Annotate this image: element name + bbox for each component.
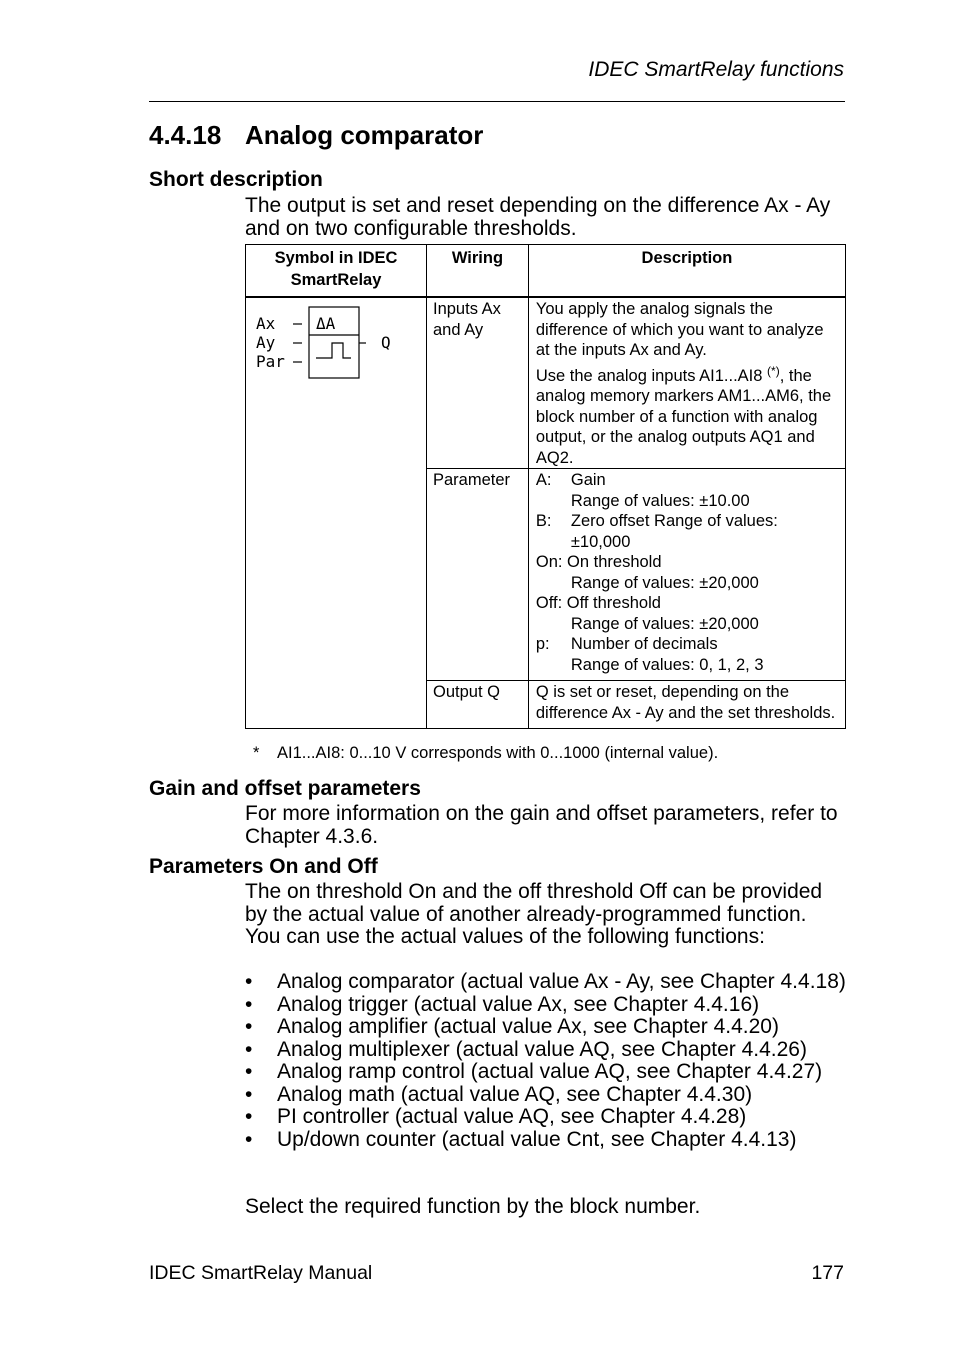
wiring-output: Output Q <box>427 681 529 729</box>
function-table <box>245 244 846 729</box>
description-parameter: A: Gain Range of values: ±10.00 B: Zero offset Range of values: ±10,000 On: On threshold Range of values: ±20,000 Off: Off threshold Range of values: ±20,000 p: Number of decimals Range of values: 0, 1, 2, 3 <box>528 469 845 681</box>
footnote-ref: (*) <box>767 363 780 378</box>
output-q-label: Q <box>381 333 391 352</box>
list-item: • Analog ramp control (actual value AQ, see Chapter 4.4.27) <box>245 1060 823 1083</box>
table-row-inputs <box>246 297 846 469</box>
section-number: 4.4.18 <box>149 120 222 150</box>
input-ax-label: Ax <box>256 314 276 333</box>
section-title: Analog comparator <box>245 120 484 150</box>
short-description-heading: Short description <box>149 168 323 191</box>
list-item: • Analog math (actual value AQ, see Chapter 4.4.30) <box>245 1082 753 1106</box>
footer-manual-title: IDEC SmartRelay Manual <box>149 1262 373 1284</box>
short-description-text: The output is set and reset depending on the difference Ax - Ay and on two configurable thresholds. <box>245 194 831 240</box>
input-ay-label: Ay <box>256 333 276 352</box>
block-diagram-icon <box>246 298 426 383</box>
header-symbol: Symbol in IDEC SmartRelay <box>246 245 427 298</box>
on-off-intro: The on threshold On and the off threshold Off can be provided by the actual value of another already-programmed function. You can use the actual values of the following functions: <box>245 880 823 948</box>
comparator-block-symbol <box>246 298 426 378</box>
wiring-inputs: Inputs Ax and Ay <box>427 297 529 469</box>
list-item: • Analog multiplexer (actual value AQ, see Chapter 4.4.26) <box>245 1037 807 1061</box>
on-off-heading: Parameters On and Off <box>149 855 378 878</box>
gain-offset-heading: Gain and offset parameters <box>149 777 421 800</box>
page-number: 177 <box>811 1262 844 1284</box>
header-description: Description <box>528 245 845 298</box>
running-header: IDEC SmartRelay functions <box>588 58 844 81</box>
table-header-row <box>246 245 846 298</box>
list-item: • Up/down counter (actual value Cnt, see Chapter 4.4.13) <box>245 1127 797 1151</box>
closing-text: Select the required function by the block number. <box>245 1195 701 1218</box>
function-list <box>245 971 855 1151</box>
symbol-cell <box>246 297 427 729</box>
description-inputs: You apply the analog signals the difference of which you want to analyze at the inputs Ax and Ay. Use the analog inputs AI1...AI8 (*), the analog memory markers AM1...AM6, the block number of a function with analog output, or the analog outputs AQ1 and AQ2. <box>528 297 845 469</box>
header-rule <box>149 101 845 102</box>
list-item: • PI controller (actual value AQ, see Chapter 4.4.28) <box>245 1105 747 1128</box>
function-delta-label: ΔA <box>316 314 336 333</box>
list-item: • Analog comparator (actual value Ax - Ay, see Chapter 4.4.18) <box>245 970 846 993</box>
description-output: Q is set or reset, depending on the difference Ax - Ay and the set thresholds. <box>528 681 845 729</box>
header-wiring: Wiring <box>427 245 529 298</box>
list-item: • Analog trigger (actual value Ax, see Chapter 4.4.16) <box>245 992 760 1016</box>
pulse-waveform <box>316 343 351 358</box>
list-item: • Analog amplifier (actual value Ax, see Chapter 4.4.20) <box>245 1015 779 1038</box>
section-heading <box>149 120 483 151</box>
gain-offset-text: For more information on the gain and offset parameters, refer to Chapter 4.3.6. <box>245 802 838 848</box>
input-par-label: Par <box>256 352 285 371</box>
table-footnote: * AI1...AI8: 0...10 V corresponds with 0...1000 (internal value). <box>253 744 719 762</box>
wiring-parameter: Parameter <box>427 469 529 681</box>
